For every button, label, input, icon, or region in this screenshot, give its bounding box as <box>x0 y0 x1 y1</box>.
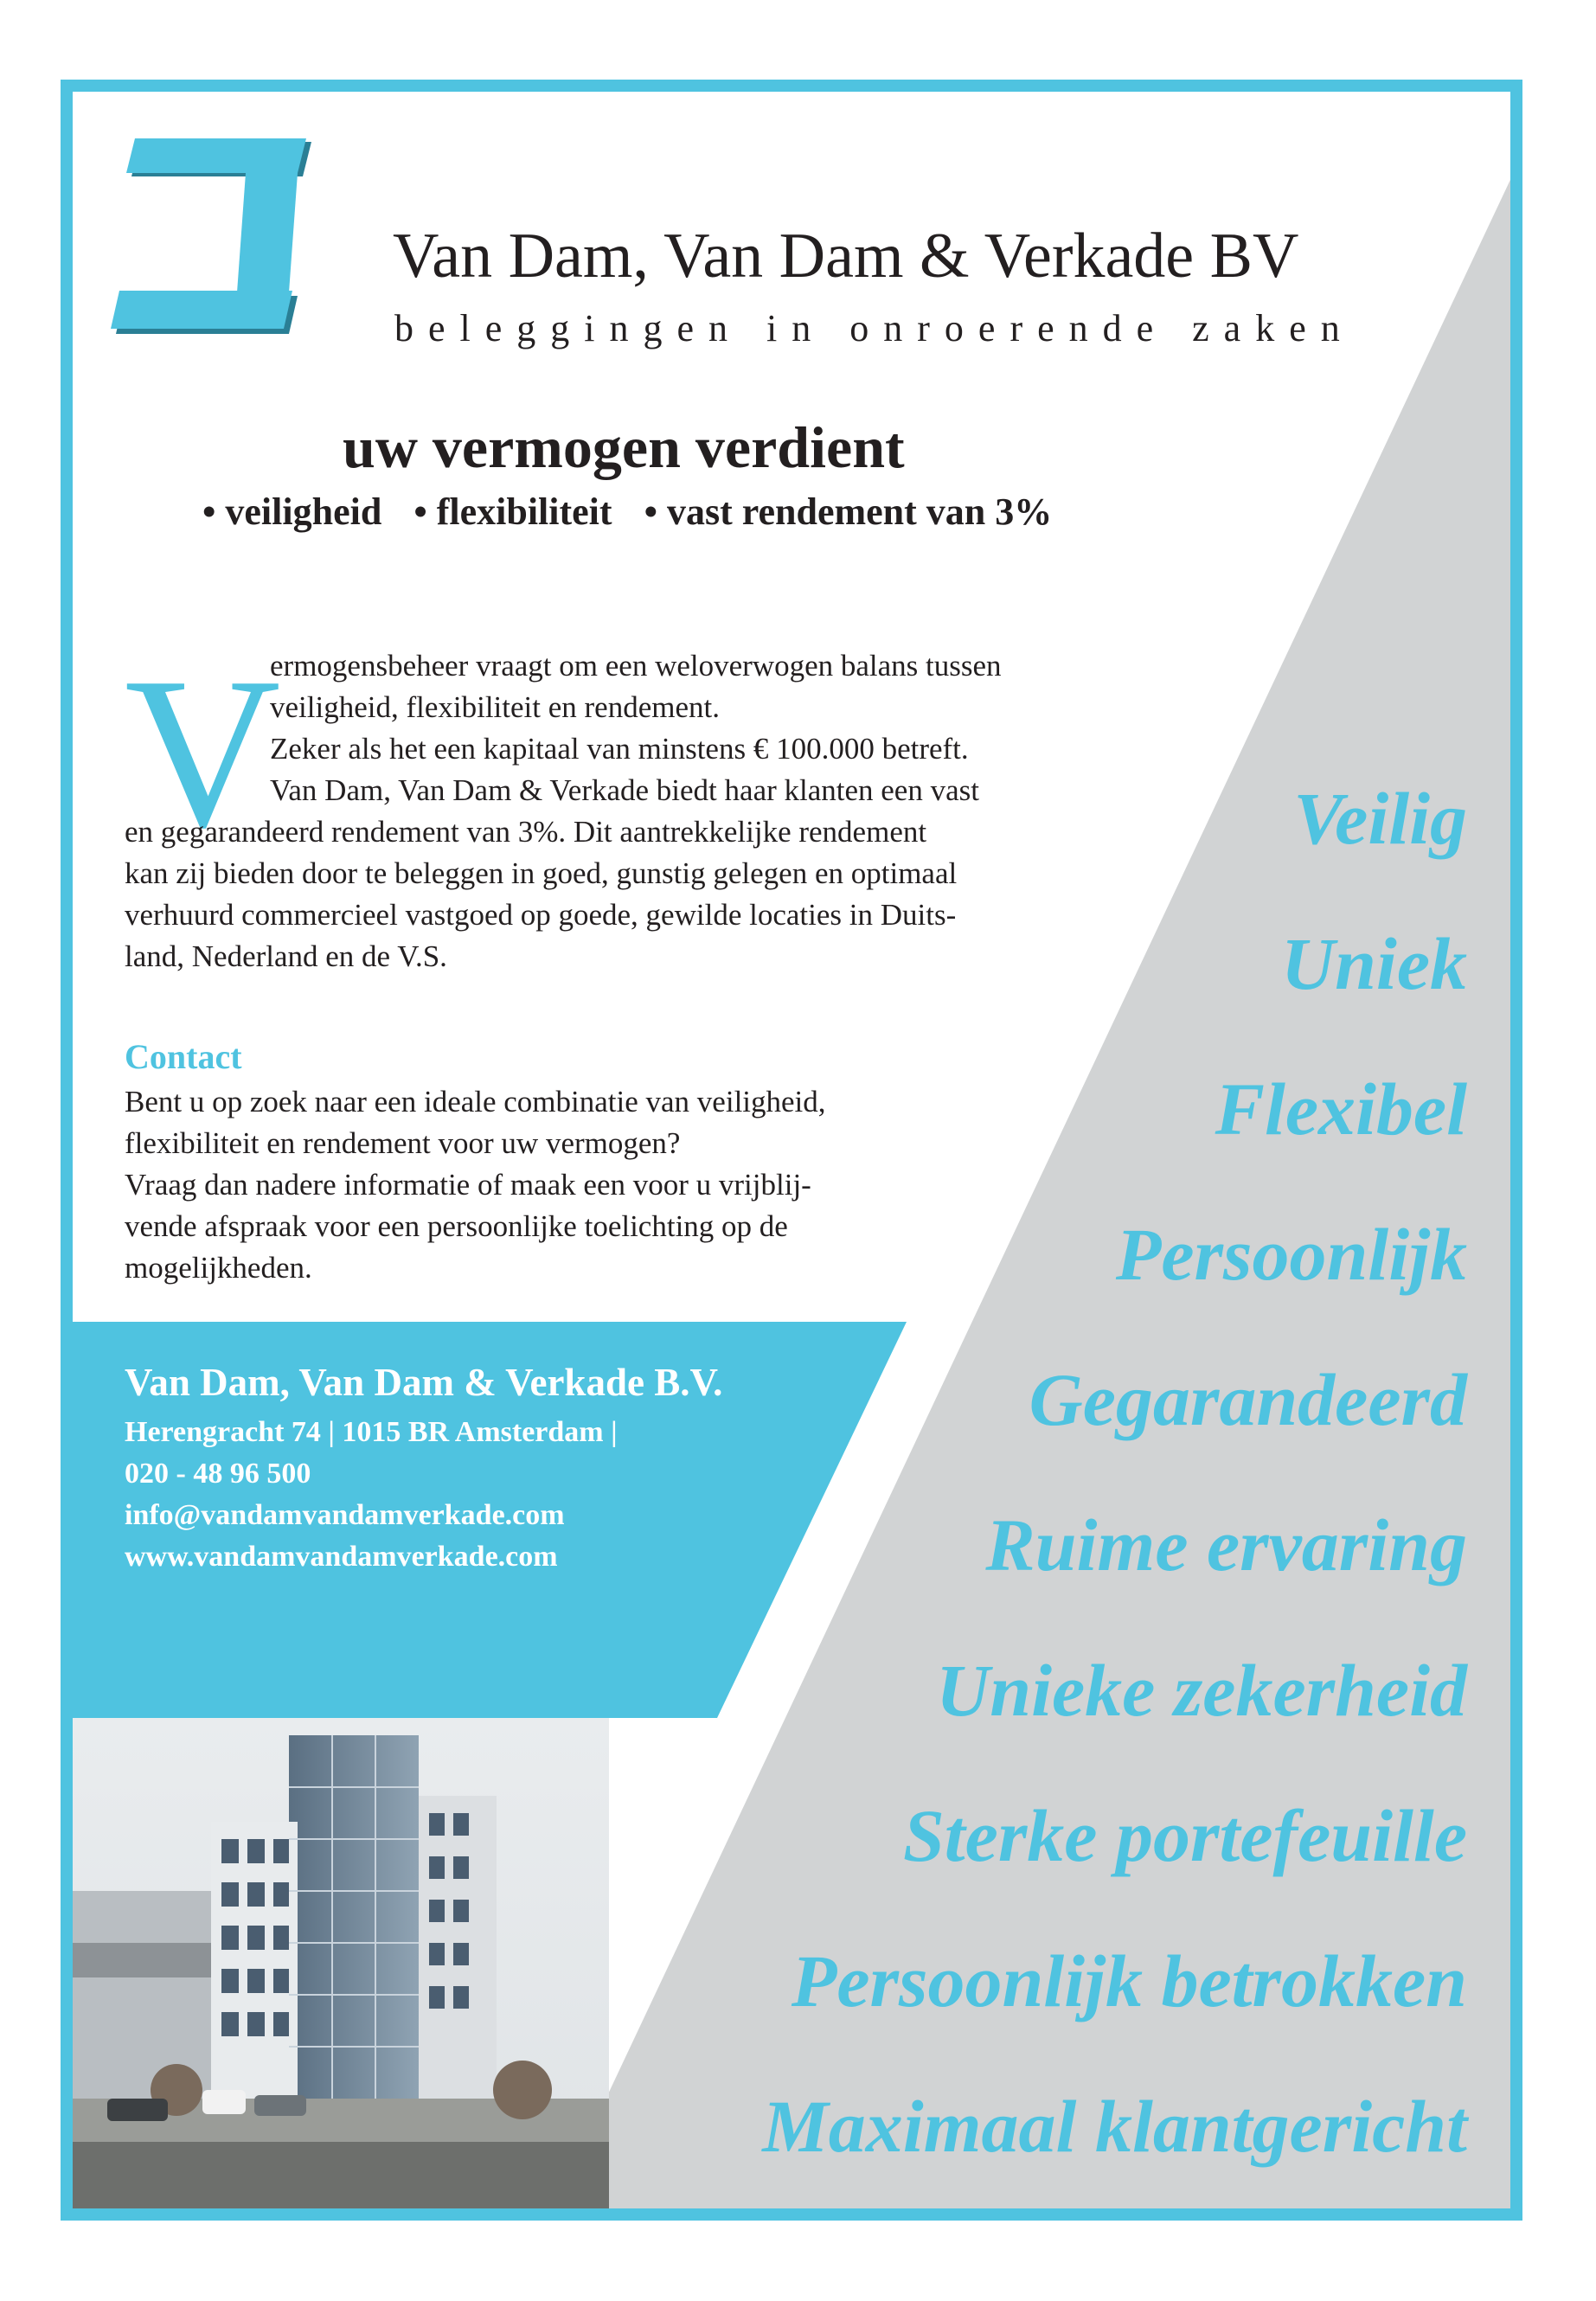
flyer-frame <box>61 80 1522 2221</box>
bullet-item: • vast rendement van 3% <box>644 490 1053 533</box>
office-building-photo <box>73 1718 609 2220</box>
keyword-list <box>516 766 1467 2220</box>
intro-line: verhuurd commercieel vastgoed op goede, gewilde locaties in Duits- <box>125 898 957 932</box>
keyword-item: Ruime ervaring <box>985 1503 1467 1586</box>
intro-line: ermogensbeheer vraagt om een weloverwogen balans tussen <box>270 649 1002 683</box>
intro-line: kan zij bieden door te beleggen in goed, gunstig gelegen en optimaal <box>125 856 958 890</box>
company-tagline: beleggingen in onroerende zaken <box>394 307 1355 349</box>
keyword-item: Veilig <box>1293 777 1467 860</box>
contact-line: mogelijkheden. <box>125 1251 312 1285</box>
company-title: Van Dam, Van Dam & Verkade BV <box>393 221 1299 292</box>
contact-line: flexibiliteit en rendement voor uw vermogen? <box>125 1126 681 1160</box>
contact-line: Bent u op zoek naar een ideale combinatie van veiligheid, <box>125 1085 826 1118</box>
intro-line: Van Dam, Van Dam & Verkade biedt haar klanten een vast <box>270 773 979 807</box>
intro-line: land, Nederland en de V.S. <box>125 939 447 973</box>
contact-line: Vraag dan nadere informatie of maak een voor u vrijblij- <box>125 1168 811 1202</box>
keyword-item: Persoonlijk betrokken <box>791 1939 1467 2022</box>
address-phone[interactable]: 020 - 48 96 500 <box>125 1458 311 1490</box>
headline: uw vermogen verdient <box>343 414 905 480</box>
intro-line: veiligheid, flexibiliteit en rendement. <box>270 690 720 724</box>
keyword-item: Persoonlijk <box>1115 1213 1467 1296</box>
bullet-item: • flexibiliteit <box>413 490 612 533</box>
keyword-item: Unieke zekerheid <box>936 1649 1467 1732</box>
intro-line: Zeker als het een kapitaal van minstens € 100.000 betreft. <box>270 732 969 766</box>
address-company-name: Van Dam, Van Dam & Verkade B.V. <box>125 1361 723 1404</box>
company-logo-icon <box>106 138 313 355</box>
drop-cap: V <box>125 633 281 873</box>
contact-heading: Contact <box>125 1037 242 1076</box>
bullet-item: • veiligheid <box>202 490 382 533</box>
intro-line: en gegarandeerd rendement van 3%. Dit aantrekkelijke rendement <box>125 815 927 849</box>
contact-line: vende afspraak voor een persoonlijke toelichting op de <box>125 1209 788 1243</box>
keyword-item: Sterke portefeuille <box>902 1794 1467 1877</box>
benefit-bullets <box>202 490 1074 534</box>
keyword-item: Maximaal klantgericht <box>762 2085 1467 2168</box>
address-email-link[interactable]: info@vandamvandamverkade.com <box>125 1499 565 1531</box>
address-website-link[interactable]: www.vandamvandamverkade.com <box>125 1541 558 1573</box>
address-street: Herengracht 74 | 1015 BR Amsterdam | <box>125 1416 618 1448</box>
keyword-item: Gegarandeerd <box>1029 1358 1467 1441</box>
keyword-item: Flexibel <box>1215 1067 1467 1150</box>
keyword-item: Uniek <box>1281 922 1467 1005</box>
